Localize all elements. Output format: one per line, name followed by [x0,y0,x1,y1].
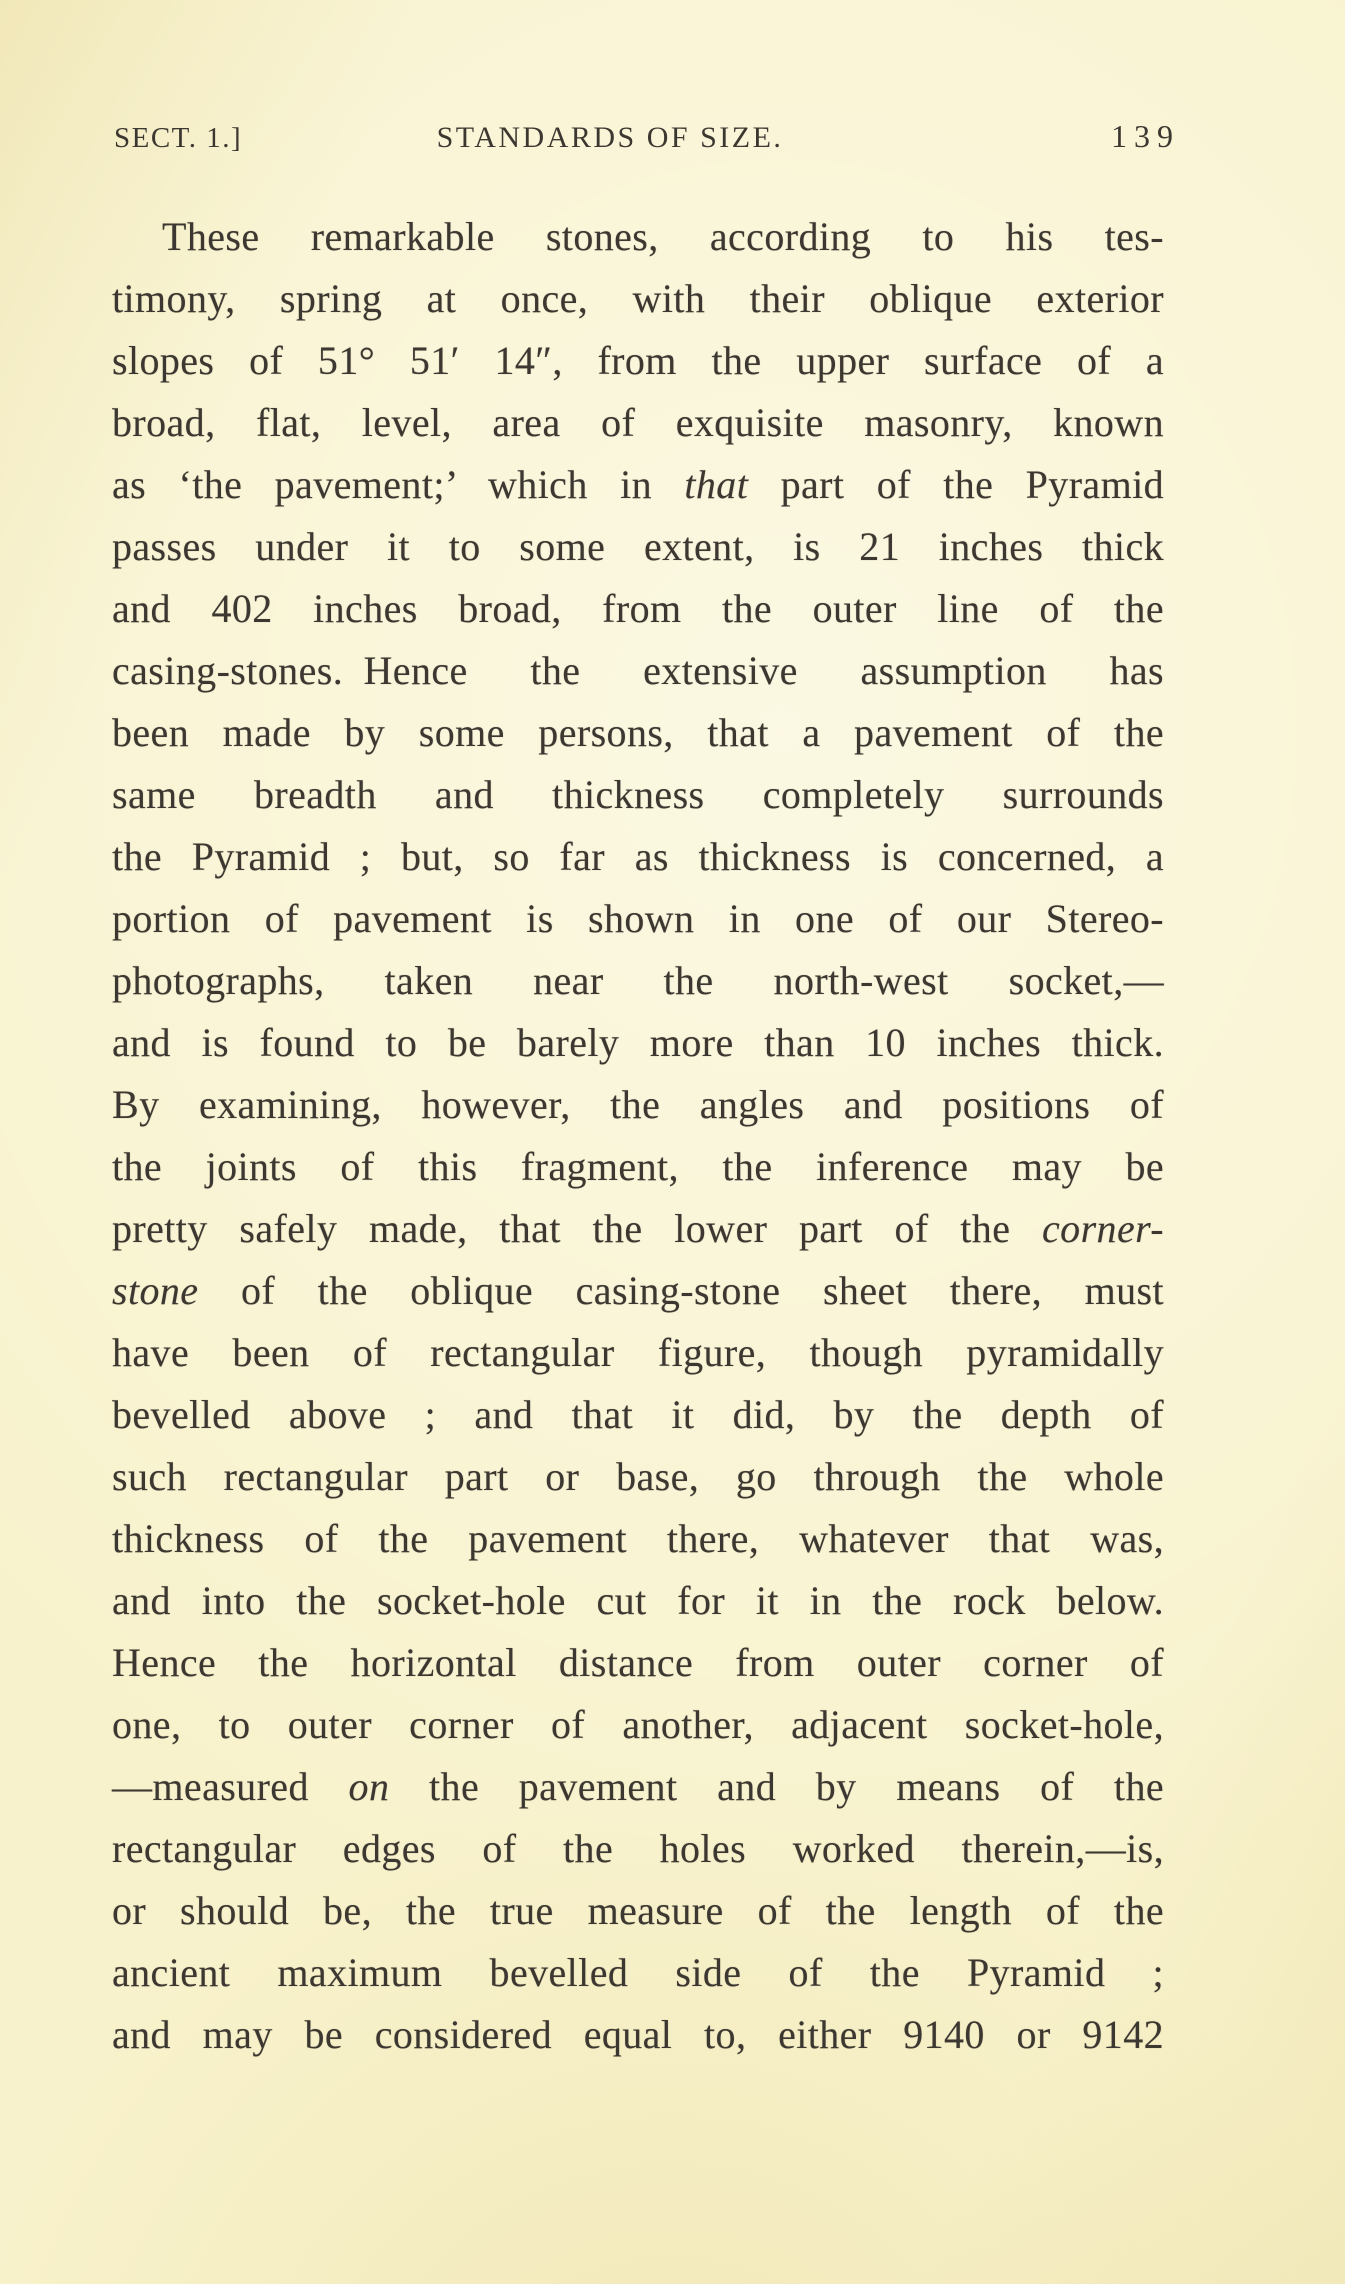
text-segment: pretty safely made, that the lower part of the [112,1206,1043,1251]
text-line [112,950,1164,1012]
italic-text-segment: stone [112,1268,199,1313]
text-segment: the Pyramid ; but, so far as thickness is concerned, a [112,834,1164,879]
text-line [112,1384,1164,1446]
text-line [112,392,1164,454]
text-line [112,1570,1164,1632]
page-content [112,118,1180,2066]
text-line [112,268,1164,330]
running-header [112,118,1180,164]
text-segment: one, to outer corner of another, adjacent socket-hole, [112,1702,1164,1747]
text-segment: same breadth and thickness completely surrounds [112,772,1164,817]
text-segment: or should be, the true measure of the length of the [112,1888,1164,1933]
text-line [112,764,1164,826]
text-segment: thickness of the pavement there, whatever that was, [112,1516,1164,1561]
text-line [112,1508,1164,1570]
text-line [112,578,1164,640]
text-segment: the joints of this fragment, the inference may be [112,1144,1164,1189]
page-number: 139 [1111,118,1180,154]
text-segment: passes under it to some extent, is 21 inches thick [112,524,1164,569]
text-line [112,1012,1164,1074]
text-segment: and into the socket-hole cut for it in the rock below. [112,1578,1164,1623]
text-line [112,454,1164,516]
text-segment: part of the Pyramid [748,462,1164,507]
italic-text-segment: that [684,462,749,507]
text-line [112,206,1164,268]
text-segment: —measured [112,1764,349,1809]
text-segment: photographs, taken near the north-west socket,— [112,958,1164,1003]
section-label: SECT. 1.] [114,122,243,154]
text-segment: These remarkable stones, according to his tes- [162,214,1164,259]
text-segment: been made by some persons, that a pavement of the [112,710,1164,755]
text-line [112,1322,1164,1384]
text-line [112,1756,1164,1818]
text-segment: ancient maximum bevelled side of the Pyramid ; [112,1950,1164,1995]
text-segment: of the oblique casing-stone sheet there, must [198,1268,1164,1313]
text-segment: as ‘the pavement;’ which in [112,462,685,507]
text-line [112,888,1164,950]
text-segment: and 402 inches broad, from the outer line of the [112,586,1164,631]
text-line [112,1694,1164,1756]
text-line [112,1818,1164,1880]
text-segment: By examining, however, the angles and positions of [112,1082,1164,1127]
text-segment: such rectangular part or base, go through the whole [112,1454,1164,1499]
text-line [112,2004,1164,2066]
text-line [112,1446,1164,1508]
text-segment: rectangular edges of the holes worked therein,—is, [112,1826,1164,1871]
text-line [112,826,1164,888]
text-segment: Hence the horizontal distance from outer corner of [112,1640,1164,1685]
text-segment: have been of rectangular figure, though pyramidally [112,1330,1164,1375]
text-line [112,1074,1164,1136]
text-line [112,640,1164,702]
text-segment: bevelled above ; and that it did, by the depth of [112,1392,1164,1437]
text-segment: the pavement and by means of the [389,1764,1164,1809]
italic-text-segment: corner- [1042,1206,1164,1251]
running-title: STANDARDS OF SIZE. [436,121,784,154]
text-line [112,1198,1164,1260]
text-line [112,1632,1164,1694]
text-line [112,1260,1164,1322]
text-line [112,516,1164,578]
text-segment: timony, spring at once, with their oblique exterior [112,276,1164,321]
text-segment: broad, flat, level, area of exquisite masonry, known [112,400,1164,445]
text-segment: slopes of 51° 51′ 14″, from the upper surface of a [112,338,1164,383]
text-line [112,330,1164,392]
text-segment: casing-stones. Hence the extensive assumption has [112,648,1164,693]
text-line [112,1136,1164,1198]
text-line [112,1880,1164,1942]
italic-text-segment: on [348,1764,390,1809]
text-segment: portion of pavement is shown in one of our Stereo- [112,896,1164,941]
text-segment: and may be considered equal to, either 9140 or 9142 [112,2012,1164,2057]
text-line [112,1942,1164,2004]
text-segment: and is found to be barely more than 10 inches thick. [112,1020,1164,1065]
text-line [112,702,1164,764]
body-text-paragraph [112,206,1164,2066]
